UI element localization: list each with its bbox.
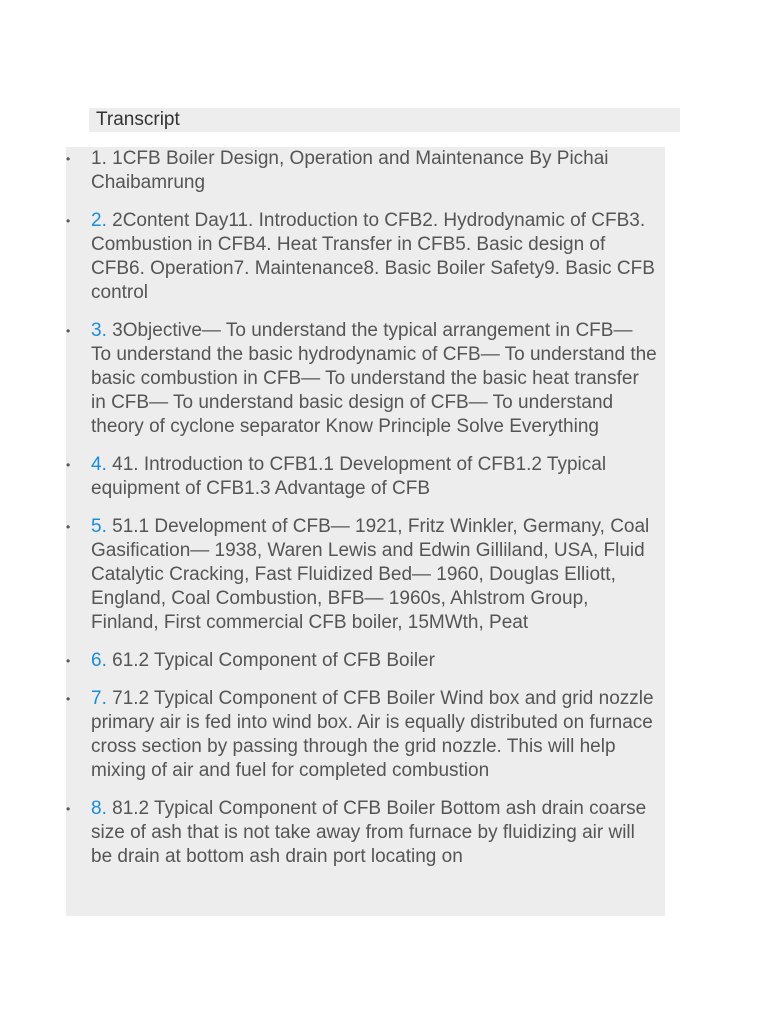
slide-number: 1. <box>91 148 107 169</box>
slide-link[interactable]: 7. <box>91 688 107 709</box>
bullet-icon: • <box>66 458 71 472</box>
slide-text: 81.2 Typical Component of CFB Boiler Bottom ash drain coarse size of ash that is not take away from furnace by fluidizing air will be drain at bottom ash drain port locating on <box>91 798 647 867</box>
slide-link[interactable]: 2. <box>91 210 107 231</box>
list-item <box>66 687 665 783</box>
bullet-icon: • <box>66 802 71 816</box>
transcript-header <box>89 108 680 132</box>
list-item <box>66 515 665 635</box>
list-item <box>66 147 665 195</box>
bullet-icon: • <box>66 692 71 706</box>
slide-text: 51.1 Development of CFB— 1921, Fritz Winkler, Germany, Coal Gasification— 1938, Waren Lewis and Edwin Gilliland, USA, Fluid Catalytic Cracking, Fast Fluidized Bed— 1960, Douglas Elliott, England, Coal Combustion, BFB— 1960s, Ahlstrom Group, Finland, First commercial CFB boiler, 15MWth, Peat <box>91 516 650 633</box>
list-item <box>66 319 665 439</box>
slide-link[interactable]: 8. <box>91 798 107 819</box>
slide-link[interactable]: 5. <box>91 516 107 537</box>
slide-link[interactable]: 6. <box>91 650 107 671</box>
transcript-title: Transcript <box>96 109 180 130</box>
list-item <box>66 649 665 673</box>
bullet-icon: • <box>66 152 71 166</box>
list-item <box>66 453 665 501</box>
slide-text: 1CFB Boiler Design, Operation and Maintenance By Pichai Chaibamrung <box>91 148 609 193</box>
slide-text: 41. Introduction to CFB1.1 Development of CFB1.2 Typical equipment of CFB1.3 Advantage of CFB <box>91 454 607 499</box>
slide-text: 3Objective— To understand the typical arrangement in CFB— To understand the basic hydrodynamic of CFB— To understand the basic combustion in CFB— To understand the basic heat transfer in CFB— To understand basic design of CFB— To understand theory of cyclone separator Know Principle Solve Everything <box>91 320 657 437</box>
slide-text: 71.2 Typical Component of CFB Boiler Wind box and grid nozzle primary air is fed into wind box. Air is equally distributed on furnace cross section by passing through the grid nozzle. This will help mixing of air and fuel for completed combustion <box>91 688 654 781</box>
bullet-icon: • <box>66 654 71 668</box>
slide-text: 2Content Day11. Introduction to CFB2. Hydrodynamic of CFB3. Combustion in CFB4. Heat Transfer in CFB5. Basic design of CFB6. Operation7. Maintenance8. Basic Boiler Safety9. Basic CFB control <box>91 210 655 303</box>
slide-link[interactable]: 3. <box>91 320 107 341</box>
list-item <box>66 209 665 305</box>
slide-list <box>66 147 665 869</box>
bullet-icon: • <box>66 324 71 338</box>
list-item <box>66 797 665 869</box>
slide-text: 61.2 Typical Component of CFB Boiler <box>112 650 435 671</box>
transcript-content <box>66 147 665 916</box>
bullet-icon: • <box>66 520 71 534</box>
bullet-icon: • <box>66 214 71 228</box>
slide-link[interactable]: 4. <box>91 454 107 475</box>
